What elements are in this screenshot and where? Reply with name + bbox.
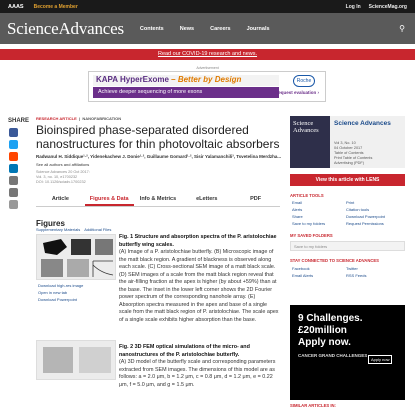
journal-name[interactable]: Science Advances [334,120,391,127]
tool-share[interactable]: Share [292,214,303,219]
fig2-caption-text: (A) 3D model of the butterfly scale and corresponding parameters extracted from SEM images. The dimensions of this model are as follows: a = 2.0 μm, b = 1.2 μm, c = 0.8 μm, d = 1.2 μm, e = 0.22 μm, f = 5.0 μm, and g = 1.5 μm. [119,359,276,388]
citation-doi[interactable]: DOI: 10.1126/sciadv.1700232 [36,180,86,184]
sciencemag-link[interactable]: ScienceMag.org [368,3,407,10]
search-icon[interactable]: ⚲ [399,24,405,33]
tab-info[interactable]: Info & Metrics [139,196,177,202]
print-icon[interactable] [9,188,18,197]
figures-heading: Figures [36,219,65,228]
sidebar-ad-org: CANCER GRAND CHALLENGES [298,353,368,358]
tool-permissions[interactable]: Request Permissions [346,221,384,226]
become-member-link[interactable]: Become a Member [33,3,78,10]
issue-volume: Vol 3, No. 10 [334,141,356,145]
article-tools-heading: ARTICLE TOOLS [290,193,324,198]
tab-article[interactable]: Article [51,196,69,202]
fig1-open-link[interactable]: Open in new tab [38,290,68,295]
cover-title: Science Advances [293,120,319,134]
stay-connected-heading: STAY CONNECTED TO SCIENCE ADVANCES [290,258,379,263]
fig2-thumbnail[interactable] [36,340,116,380]
breadcrumb-type: RESEARCH ARTICLE [36,116,77,121]
twitter-icon[interactable] [9,140,18,149]
covid-alert-link[interactable]: Read our COVID-19 research and news. [0,49,415,60]
fig1-caption [119,234,279,324]
sidebar-ad-line2: £20million [298,325,347,336]
email-icon[interactable] [9,176,18,185]
tab-pdf[interactable]: PDF [250,196,262,202]
print-toc-link[interactable]: Print Table of Contents [334,156,373,160]
journal-issue [334,141,372,166]
connect-facebook[interactable]: Facebook [292,266,310,271]
ad-request-link[interactable]: Request evaluation › [274,90,319,95]
see-all-authors-link[interactable]: See all authors and affiliations [36,162,90,167]
sidebar-ad-cta[interactable]: Apply now [368,355,392,364]
toc-link[interactable]: Table of Contents [334,151,364,155]
main-nav [0,13,415,44]
reddit-icon[interactable] [9,152,18,161]
tool-save[interactable]: Save to my folders [292,221,326,226]
connect-twitter[interactable]: Twitter [346,266,358,271]
tab-figures[interactable]: Figures & Data [85,196,134,206]
tab-eletters[interactable]: eLetters [196,196,218,202]
lens-button[interactable]: View this article with LENS [290,174,405,186]
ad-label: Advertisement [196,66,219,70]
share-label: SHARE [8,118,30,124]
issue-date: 04 October 2017 [334,146,363,150]
nav-menu [140,26,270,32]
breadcrumb-subject[interactable]: NANOFABRICATION [82,116,122,121]
ad-tagline: – Better by Design [168,75,242,84]
article-title: Bioinspired phase-separated disordered nanostructures for thin photovoltaic absorbers [36,123,280,151]
login-link[interactable]: Log In [345,3,361,10]
similar-articles-heading: SIMILAR ARTICLES IN: [290,403,336,408]
sidebar-ad-line3: Apply now. [298,337,351,348]
sidebar-ad[interactable] [290,305,405,400]
save-folders-field[interactable]: Save to my folders [290,241,405,251]
fig2-caption [119,344,279,389]
fig1-download-link[interactable]: Download high-res image [38,283,84,288]
nav-careers[interactable]: Careers [210,25,231,32]
fig1-graphic [37,235,117,281]
ad-headline [93,75,279,86]
linkedin-icon[interactable] [9,164,18,173]
fig1-caption-text: (A) Image of a P. aristolochiae butterfly. (B) Microscopic image of the matt black region. A gradient of blackness is observed along each scale. (C) Cross-sectional SEM image of a matt black scale. (D) SEM images of a scale from the matt black region reveal that the air-filling fraction at the apex is higher (by about +59%) than at the base. The inset in the lower left corner shows the 2D Fourier power spectrum of the corresponding nanohole array. (E) Absorption spectra measured in the apex and base of a single scale from the matt black region of P. aristolochiae. The scale apex of a single scale exhibits higher absorption than the base. [119,249,279,323]
nav-contents[interactable]: Contents [139,25,164,32]
ad-product: KAPA HyperExome [96,75,169,84]
additional-files-link[interactable]: Additional Files [84,227,112,232]
figure-links [36,227,116,232]
tool-email[interactable]: Email [292,200,303,205]
nav-journals[interactable]: Journals [246,25,270,32]
tool-print[interactable]: Print [346,200,355,205]
saved-folders-heading: MY SAVED FOLDERS [290,233,333,238]
fig2-caption-title: Fig. 2 3D FEM optical simulations of the micro- and nanostructures of the P. aristolochiae butterfly. [119,344,250,358]
sidebar-ad-headline [298,313,362,349]
fig1-ppt-link[interactable]: Download Powerpoint [38,297,77,302]
connect-email-alerts[interactable]: Email Alerts [292,273,314,278]
supplementary-link[interactable]: Supplementary Materials [36,227,81,232]
banner-ad[interactable] [88,71,326,102]
citation-info [36,170,90,185]
fig1-thumbnail[interactable] [36,234,116,280]
aaas-logo[interactable]: AAAS [8,3,24,10]
tool-citation[interactable]: Citation tools [346,207,370,212]
sidebar-ad-line1: 9 Challenges. [298,313,363,324]
nav-news[interactable]: News [179,25,195,32]
connect-rss[interactable]: RSS Feeds [346,273,367,278]
citation-date: Science Advances 20 Oct 2017: [36,170,90,174]
article-tabs [36,196,280,207]
topbar-right [346,4,407,10]
author-list[interactable]: Radwanul H. Siddique¹·², Yidenekachew J. Donie¹·², Guillaume Gomard¹·², Sisir Yalamanchili³, Tsvetelina Merdzha... [36,154,282,159]
top-bar [0,0,415,13]
ad-subline: Achieve deeper sequencing of more exons [93,87,279,98]
facebook-icon[interactable] [9,128,18,137]
journal-cover[interactable] [290,116,330,168]
citation-volume: Vol. 3, no. 10, e1700232 [36,175,78,179]
more-icon[interactable] [9,200,18,209]
tool-alerts[interactable]: Alerts [292,207,303,212]
breadcrumb: RESEARCH ARTICLE | NANOFABRICATION [36,116,122,121]
site-brand[interactable]: ScienceAdvances [7,18,124,38]
fig2-graphic [37,341,117,381]
advertising-link[interactable]: Advertising (PDF) [334,161,364,165]
roche-logo: Roche [293,75,315,87]
fig1-caption-title: Fig. 1 Structure and absorption spectra of the P. aristolochiae butterfly wing scales. [119,234,277,248]
tool-ppt[interactable]: Download Powerpoint [346,214,385,219]
